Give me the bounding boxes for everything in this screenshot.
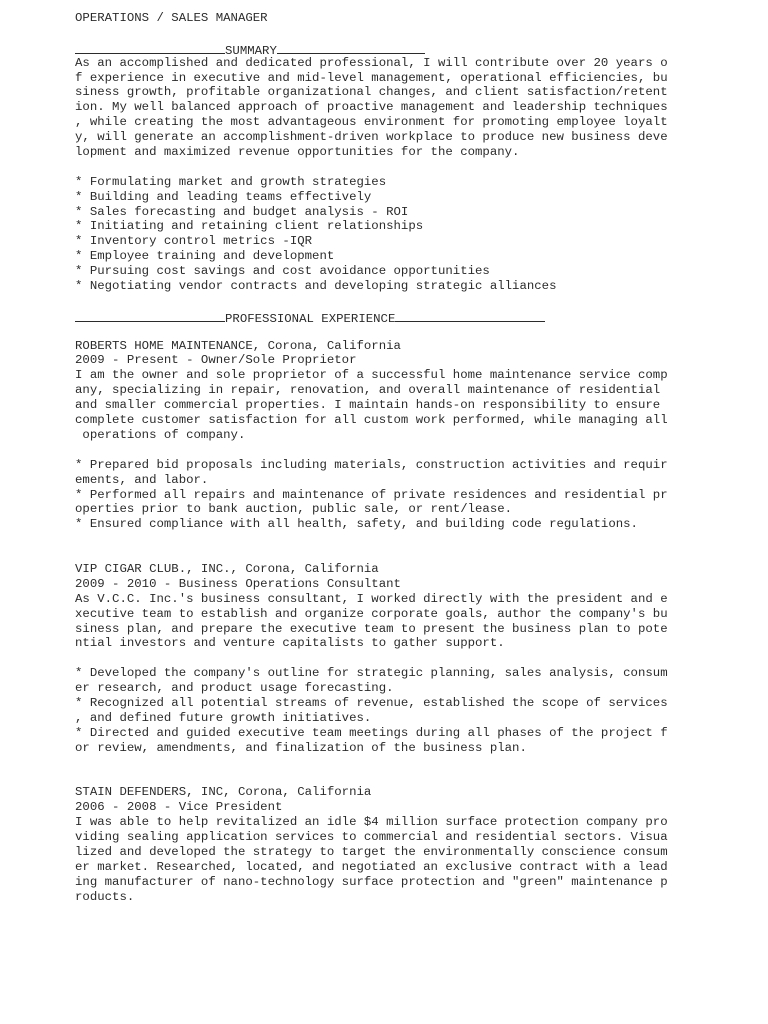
job-description-line: I was able to help revitalized an idle $4 million surface protection company pro	[75, 815, 668, 830]
summary-line: y, will generate an accomplishment-driven workplace to produce new business deve	[75, 130, 668, 145]
skill-item: * Sales forecasting and budget analysis - ROI	[75, 204, 409, 219]
summary-heading-row	[75, 41, 755, 56]
job-entry	[75, 339, 755, 533]
skill-item: * Employee training and development	[75, 249, 335, 264]
job-description-line: ing manufacturer of nano-technology surface protection and "green" maintenance p	[75, 874, 668, 889]
summary-line: lopment and maximized revenue opportunities for the company.	[75, 145, 520, 160]
spacer	[75, 26, 755, 41]
job-bullet-line: * Performed all repairs and maintenance of private residences and residential pr	[75, 487, 668, 502]
job-bullet-line: * Recognized all potential streams of revenue, established the scope of services	[75, 695, 668, 710]
skill-item: * Pursuing cost savings and cost avoidance opportunities	[75, 264, 490, 279]
job-bullet-line: , and defined future growth initiatives.	[75, 710, 372, 725]
job-description-line: and smaller commercial properties. I maintain hands-on responsibility to ensure	[75, 398, 661, 413]
skill-item: * Initiating and retaining client relationships	[75, 219, 424, 234]
job-entry	[75, 785, 755, 904]
experience-heading-row	[75, 309, 755, 324]
summary-line: f experience in executive and mid-level management, operational efficiencies, bu	[75, 70, 668, 85]
job-dates-role: 2009 - 2010 - Business Operations Consultant	[75, 576, 401, 591]
skills-list	[75, 175, 755, 294]
job-bullet-line: ements, and labor.	[75, 472, 209, 487]
skill-item: * Formulating market and growth strategies	[75, 174, 387, 189]
summary-heading: SUMMARY	[225, 43, 277, 58]
spacer	[75, 294, 755, 309]
job-description-line: xecutive team to establish and organize corporate goals, author the company's bu	[75, 606, 668, 621]
job-company: STAIN DEFENDERS, INC, Corona, California	[75, 785, 372, 800]
job-bullet-line: * Developed the company's outline for strategic planning, sales analysis, consum	[75, 666, 668, 681]
heading-rule-right	[277, 41, 425, 54]
heading-rule-right	[395, 309, 545, 322]
resume-document	[75, 11, 755, 904]
summary-paragraph	[75, 56, 755, 160]
spacer	[75, 532, 755, 547]
job-description-line: lized and developed the strategy to target the environmentally conscience consum	[75, 844, 668, 859]
spacer	[75, 547, 755, 562]
job-description-line: any, specializing in repair, renovation, and overall maintenance of residential	[75, 383, 661, 398]
job-description-line: operations of company.	[75, 427, 246, 442]
job-entry	[75, 562, 755, 756]
heading-rule-left	[75, 309, 225, 322]
job-description-line: I am the owner and sole proprietor of a successful home maintenance service comp	[75, 368, 668, 383]
job-bullet-line: or review, amendments, and finalization of the business plan.	[75, 740, 527, 755]
summary-line: , while creating the most advantageous environment for promoting employee loyalt	[75, 115, 668, 130]
spacer	[75, 324, 755, 339]
summary-line: siness growth, profitable organizational changes, and client satisfaction/retent	[75, 85, 668, 100]
job-company: ROBERTS HOME MAINTENANCE, Corona, California	[75, 338, 401, 353]
job-description-line: complete customer satisfaction for all custom work performed, while managing all	[75, 413, 668, 428]
job-description-line: siness plan, and prepare the executive team to present the business plan to pote	[75, 621, 668, 636]
experience-heading: PROFESSIONAL EXPERIENCE	[225, 311, 396, 326]
skill-item: * Inventory control metrics -IQR	[75, 234, 313, 249]
spacer	[75, 651, 755, 666]
job-bullet-line: * Ensured compliance with all health, safety, and building code regulations.	[75, 517, 638, 532]
job-description-line: er market. Researched, located, and negotiated an exclusive contract with a lead	[75, 859, 668, 874]
job-description-line: viding sealing application services to commercial and residential sectors. Visua	[75, 829, 668, 844]
job-description-line: roducts.	[75, 889, 135, 904]
skill-item: * Building and leading teams effectively	[75, 189, 372, 204]
spacer	[75, 756, 755, 771]
job-description-line: As V.C.C. Inc.'s business consultant, I worked directly with the president and e	[75, 591, 668, 606]
job-description-line: ntial investors and venture capitalists to gather support.	[75, 636, 505, 651]
job-bullet-line: er research, and product usage forecasting.	[75, 681, 394, 696]
spacer	[75, 443, 755, 458]
summary-line: ion. My well balanced approach of proactive management and leadership techniques	[75, 100, 668, 115]
job-company: VIP CIGAR CLUB., INC., Corona, California	[75, 561, 379, 576]
job-bullet-line: * Directed and guided executive team meetings during all phases of the project f	[75, 725, 668, 740]
spacer	[75, 770, 755, 785]
job-dates-role: 2006 - 2008 - Vice President	[75, 800, 283, 815]
job-bullet-line: * Prepared bid proposals including materials, construction activities and requir	[75, 457, 668, 472]
heading-rule-left	[75, 41, 225, 54]
job-dates-role: 2009 - Present - Owner/Sole Proprietor	[75, 353, 357, 368]
summary-line: As an accomplished and dedicated professional, I will contribute over 20 years o	[75, 55, 668, 70]
skill-item: * Negotiating vendor contracts and developing strategic alliances	[75, 279, 557, 294]
resume-title: OPERATIONS / SALES MANAGER	[75, 11, 268, 25]
spacer	[75, 160, 755, 175]
job-bullet-line: operties prior to bank auction, public sale, or rent/lease.	[75, 502, 513, 517]
